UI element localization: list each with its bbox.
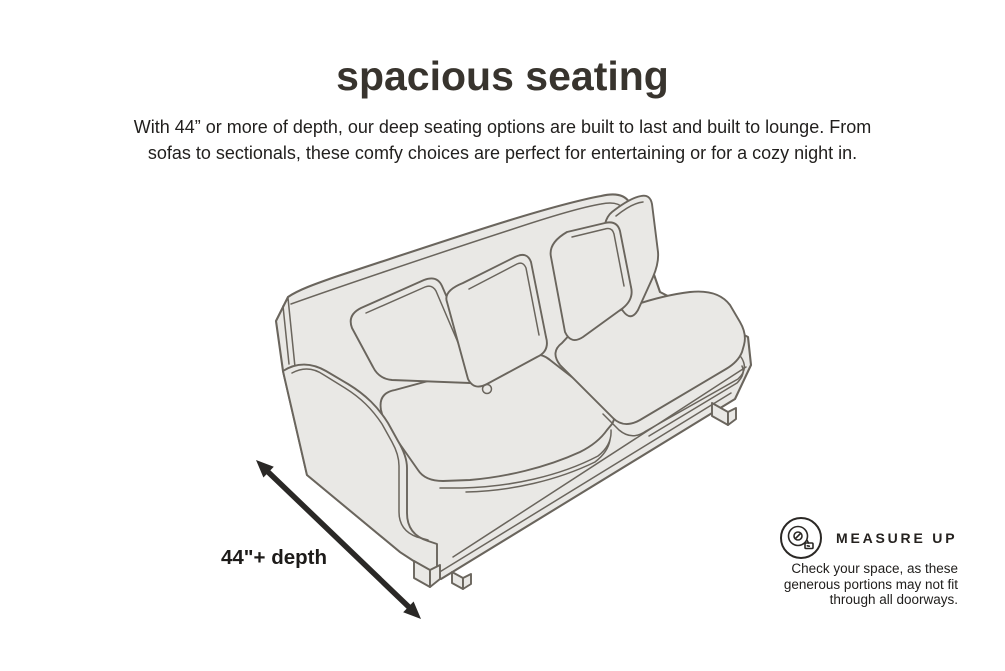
description-line-2: sofas to sectionals, these comfy choices are perfect for entertaining or for a cozy night in. (147, 143, 858, 163)
description-line-1: With 44” or more of depth, our deep seating options are built to last and built to lounge. From (133, 117, 872, 137)
page-title: spacious seating (336, 53, 669, 99)
measure-up-heading: MEASURE UP (836, 530, 958, 546)
sofa-foot-front-mid-side (463, 574, 471, 589)
depth-dimension-label: 44"+ depth (221, 546, 327, 569)
sofa-foot-right-side (728, 408, 736, 425)
sofa-foot-front-left-side (430, 565, 440, 587)
tape-measure-icon (779, 516, 823, 560)
measure-up-note (738, 561, 958, 608)
measure-up-note-line-3: through all doorways. (829, 592, 958, 607)
measure-up-note-line-2: generous portions may not fit (783, 576, 958, 592)
measure-up-header (779, 516, 957, 560)
sofa-foot-front-mid (452, 572, 463, 589)
measure-up-note-line-1: Check your space, as these (791, 561, 958, 576)
